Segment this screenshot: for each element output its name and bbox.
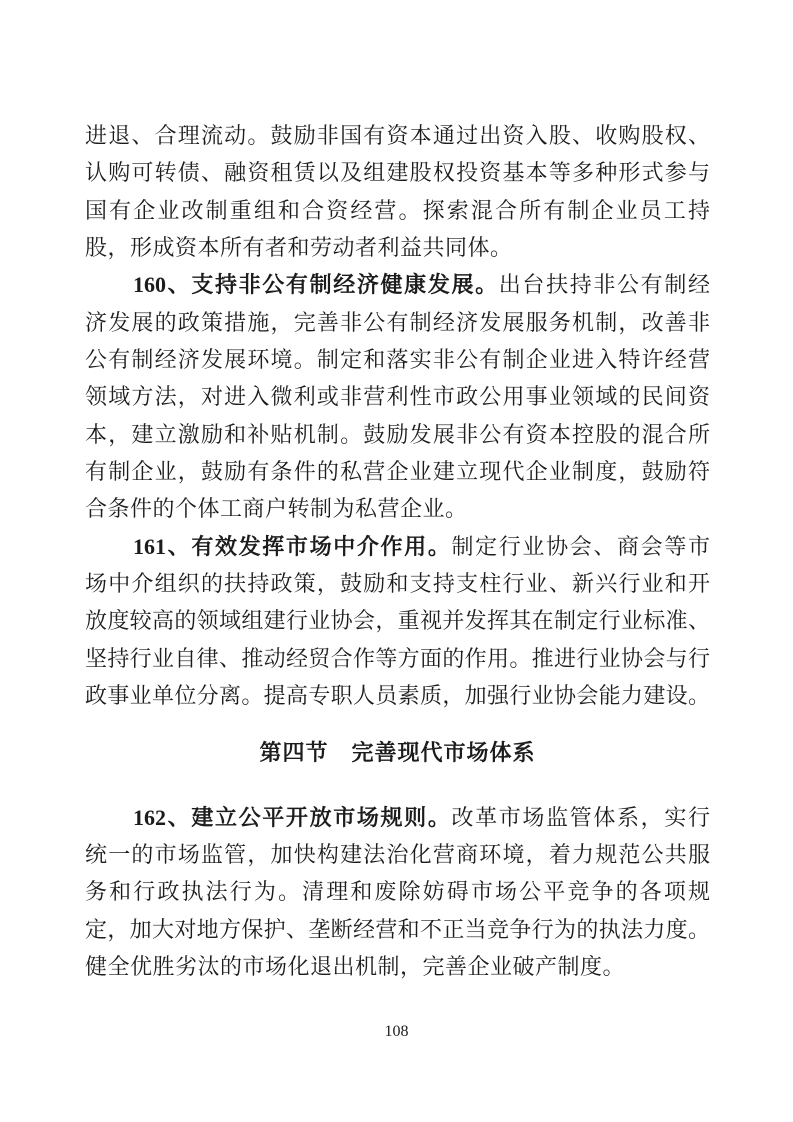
text-line: 政事业单位分离。提高专职人员素质，加强行业协会能力建设。 bbox=[85, 682, 710, 708]
item-160 bbox=[85, 266, 710, 527]
page-number: 108 bbox=[384, 1023, 409, 1040]
text-line: 本，建立激励和补贴机制。鼓励发展非公有资本控股的混合所 bbox=[85, 421, 710, 447]
text-line: 统一的市场监管，加快构建法治化营商环境，着力规范公共服 bbox=[85, 841, 710, 867]
item-162-heading bbox=[133, 805, 451, 830]
text-line: 认购可转债、融资租赁以及组建股权投资基本等多种形式参与 bbox=[85, 160, 710, 186]
item-161-first-line bbox=[85, 528, 710, 565]
item-162-first-line bbox=[85, 799, 710, 836]
item-162 bbox=[85, 799, 710, 986]
item-161-first-line-rest: 制定行业协会、商会等市 bbox=[451, 533, 710, 559]
item-162-title: 建立公平开放市场规则。 bbox=[191, 804, 452, 830]
item-161-heading bbox=[133, 534, 451, 559]
text-line: 领域方法，对进入微利或非营利性市政公用事业领域的民间资 bbox=[85, 384, 710, 410]
text-line: 股，形成资本所有者和劳动者利益共同体。 bbox=[85, 234, 513, 260]
text-line: 场中介组织的扶持政策，鼓励和支持支柱行业、新兴行业和开 bbox=[85, 570, 710, 596]
text-line: 放度较高的领域组建行业协会，重视并发挥其在制定行业标准、 bbox=[85, 608, 710, 634]
text-line: 有制企业，鼓励有条件的私营企业建立现代企业制度，鼓励符 bbox=[85, 458, 710, 484]
text-line: 进退、合理流动。鼓励非国有资本通过出资入股、收购股权、 bbox=[85, 123, 710, 148]
item-160-heading bbox=[133, 272, 499, 297]
text-line: 国有企业改制重组和合资经营。探索混合所有制企业员工持 bbox=[85, 197, 710, 223]
text-block bbox=[85, 117, 710, 985]
item-161-title: 有效发挥市场中介作用。 bbox=[191, 533, 452, 559]
item-162-first-line-rest: 改革市场监管体系，实行 bbox=[451, 804, 710, 830]
text-line: 公有制经济发展环境。制定和落实非公有制企业进入特许经营 bbox=[85, 346, 710, 372]
text-line: 健全优胜劣汰的市场化退出机制，完善企业破产制度。 bbox=[85, 953, 626, 979]
text-line: 务和行政执法行为。清理和废除妨碍市场公平竞争的各项规 bbox=[85, 879, 710, 905]
item-160-title: 支持非公有制经济健康发展。 bbox=[191, 272, 499, 298]
text-line: 坚持行业自律、推动经贸合作等方面的作用。推进行业协会与行 bbox=[85, 645, 710, 671]
item-161-number: 161、 bbox=[133, 533, 192, 559]
item-160-number: 160、 bbox=[133, 272, 192, 298]
item-160-first-line-rest: 出台扶持非公有制经 bbox=[498, 272, 710, 298]
section-heading: 第四节 完善现代市场体系 bbox=[259, 740, 536, 766]
text-line: 合条件的个体工商户转制为私营企业。 bbox=[85, 496, 468, 522]
text-line: 定，加大对地方保护、垄断经营和不正当竞争行为的执法力度。 bbox=[85, 916, 710, 942]
item-162-number: 162、 bbox=[133, 804, 192, 830]
paragraph-continuation bbox=[85, 117, 710, 266]
text-line: 济发展的政策措施，完善非公有制经济发展服务机制，改善非 bbox=[85, 309, 710, 335]
item-160-first-line bbox=[85, 266, 710, 303]
item-161 bbox=[85, 528, 710, 715]
